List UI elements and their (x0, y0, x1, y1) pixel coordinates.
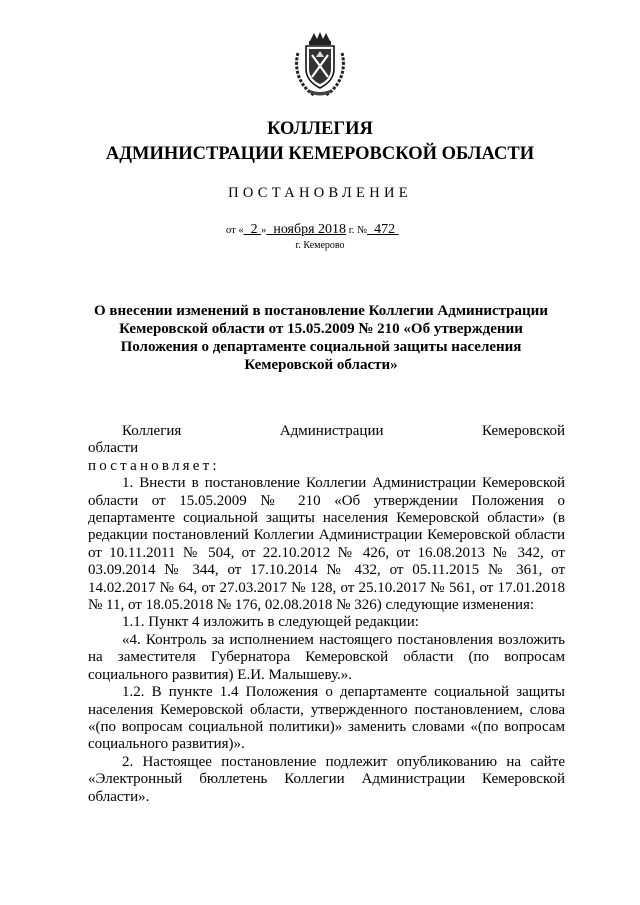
date-day: 2 (250, 222, 258, 237)
title-line: Кемеровской области» (244, 357, 398, 373)
date-prefix: от « (226, 225, 244, 236)
title-line: О внесении изменений в постановление Коллегии Администрации (94, 303, 548, 319)
document-type: ПОСТАНОВЛЕНИЕ (228, 185, 412, 201)
paragraph-1: 1. Внести в постановление Коллегии Администрации Кемеровской области от 15.05.2009 № 210 «Об утверждении Положения о департаменте социальной защиты населения Кемеровской области» (в редакции постановлений Коллегии Администрации Кемеровской области от 10.11.2011 № 504, от 22.10.2012 № 426, от 16.08.2013 № 342, от 03.09.2014 № 344, от 17.10.2014 № 432, от 05.11.2015 № 361, от 14.02.2017 № 64, от 27.03.2017 № 128, от 25.10.2017 № 561, от 17.01.2018 № 11, от 18.05.2018 № 176, 02.08.2018 № 326) следующие изменения: (88, 475, 565, 614)
coat-of-arms-emblem (292, 31, 348, 99)
document-title (88, 302, 554, 374)
number-sign: № (357, 225, 368, 236)
paragraph-2: 2. Настоящее постановление подлежит опубликованию на сайте «Электронный бюллетень Коллегии Администрации Кемеровской области». (88, 753, 565, 805)
intro-verb: постановляет: (88, 457, 220, 474)
date-year-suffix: г. (348, 225, 355, 236)
date-mid: » (261, 225, 267, 236)
document-body (88, 423, 565, 806)
document-dateline (226, 223, 399, 238)
org-name-line1: КОЛЛЕГИЯ (267, 119, 373, 139)
paragraph-1-1: 1.1. Пункт 4 изложить в следующей редакции: (122, 614, 419, 631)
paragraph-1-2: 1.2. В пункте 1.4 Положения о департаменте социальной защиты населения Кемеровской области, утвержденного постановлением, слова «(по вопросам социальной политики)» заменить словами «(по вопросам социального развития)». (88, 684, 565, 753)
document-number: 472 (374, 222, 396, 237)
title-line: Положения о департаменте социальной защиты населения (120, 339, 522, 355)
intro-line: Коллегия Администрации Кемеровской области (88, 423, 565, 457)
document-city: г. Кемерово (295, 240, 345, 251)
org-name-line2: АДМИНИСТРАЦИИ КЕМЕРОВСКОЙ ОБЛАСТИ (105, 144, 535, 164)
paragraph-1-1-quote: «4. Контроль за исполнением настоящего постановления возложить на заместителя Губернатора Кемеровской области (по вопросам социального развития) Е.И. Малышеву.». (88, 631, 565, 683)
title-line: Кемеровской области от 15.05.2009 № 210 «Об утверждении (119, 321, 523, 337)
date-month-year: ноября 2018 (273, 222, 347, 237)
